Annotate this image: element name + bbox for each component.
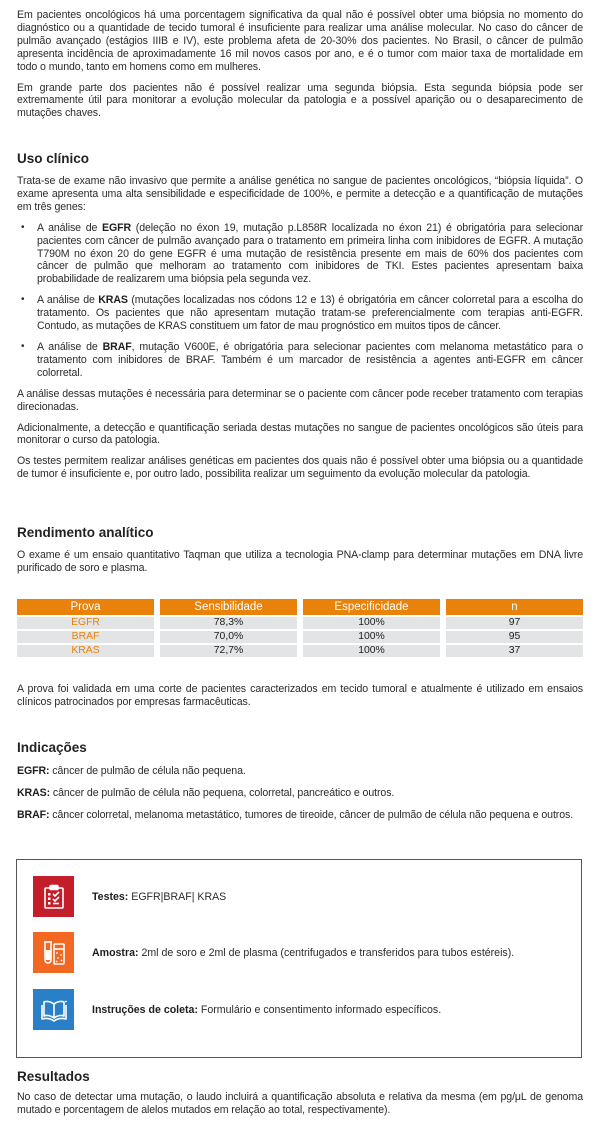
validation-note-section (17, 683, 583, 709)
gene-name: KRAS (98, 294, 128, 307)
gene-name: BRAF (102, 340, 132, 353)
clipboard-checklist-icon (33, 876, 74, 917)
header-prova: Prova (17, 599, 154, 615)
section-title-rendimento: Rendimento analítico (17, 525, 154, 540)
performance-table (17, 599, 583, 659)
bullet-braf: • A análise de BRAF, mutação V600E, é obrigatória para selecionar pacientes com melanoma metastático para o tratamento com inibidores de BRAF. Também é um marcador de resistência a agentes anti-EGFR em câncer colorretal. (21, 340, 583, 379)
open-book-icon (33, 989, 74, 1030)
indicacao-egfr: EGFR: câncer de pulmão de célula não pequena. (17, 765, 246, 777)
cell-prova: KRAS (17, 645, 154, 657)
validation-note: A prova foi validada em uma corte de pacientes caracterizados em tecido tumoral e atualmente é utilizado em ensaios clínicos patrocinados por empresas farmacêuticas. (17, 683, 583, 708)
info-instrucoes-text: Instruções de coleta: Formulário e consentimento informado específicos. (92, 1003, 442, 1016)
bullet-egfr: • A análise de EGFR (deleção no éxon 19, mutação p.L858R localizada no éxon 21) é obrigatória para selecionar pacientes com câncer de pulmão avançado para o tratamento em primeira linha com inibidores de EGFR. A mutação T790M no éxon 20 do gene EGFR é uma mutação de resistência presente em mais de 60% dos pacientes com câncer de pulmão que melhoram ao tratamento com inibidores de TKI. Estes pacientes apresentam baixa probabilidade de realizarem uma biópsia pela segunda vez. (21, 221, 583, 286)
indicacao-kras: KRAS: câncer de pulmão de célula não pequena, colorretal, pancreático e outros. (17, 786, 395, 799)
uso-clinico-paragraph-3: Os testes permitem realizar análises genéticas em pacientes dos quais não é possível obter uma biópsia ou a quantidade de tumor é insuficiente e, por outro lado, possibilita realizar um seguimento da evolução molecular da patologia. (17, 455, 583, 481)
bullet-dot-icon: • (21, 340, 25, 352)
cell-especificidade: 100% (303, 617, 440, 629)
test-info-box (16, 859, 582, 1058)
cell-n: 95 (446, 631, 583, 643)
header-n: n (446, 599, 583, 615)
table-row (17, 631, 583, 643)
uso-clinico-paragraph-1: A análise dessas mutações é necessária para determinar se o paciente com câncer pode receber tratamento com terapias direcionadas. (17, 387, 583, 413)
header-sensibilidade: Sensibilidade (160, 599, 297, 615)
info-row-testes (33, 876, 226, 917)
info-amostra-text: Amostra: 2ml de soro e 2ml de plasma (centrifugados e transferidos para tubos estéreis). (92, 946, 515, 959)
rendimento-section (17, 525, 583, 575)
table-row (17, 645, 583, 657)
info-row-instrucoes (33, 989, 441, 1030)
section-title-uso-clinico: Uso clínico (17, 151, 90, 166)
cell-n: 37 (446, 645, 583, 657)
table-header-row (17, 599, 583, 615)
bullet-dot-icon: • (21, 221, 25, 233)
header-especificidade: Especificidade (303, 599, 440, 615)
info-row-amostra (33, 932, 514, 973)
section-title-resultados: Resultados (17, 1069, 90, 1084)
cell-sensibilidade: 78,3% (160, 617, 297, 629)
cell-especificidade: 100% (303, 645, 440, 657)
cell-sensibilidade: 72,7% (160, 645, 297, 657)
table-row (17, 617, 583, 629)
bullet-kras: • A análise de KRAS (mutações localizadas nos códons 12 e 13) é obrigatória em câncer colorretal para a escolha do tratamento. Os pacientes que não apresentam mutação tratam-se preferencialmente com terapias anti-EGFR. Contudo, as mutações de KRAS constituem um fator de mau prognóstico em muitos tipos de câncer. (21, 294, 583, 333)
uso-clinico-section (17, 151, 583, 481)
bullet-dot-icon: • (21, 294, 25, 306)
info-testes-text: Testes: EGFR|BRAF| KRAS (92, 890, 227, 903)
cell-n: 97 (446, 617, 583, 629)
cell-prova: EGFR (17, 617, 154, 629)
indicacoes-section (17, 740, 583, 822)
uso-clinico-intro: Trata-se de exame não invasivo que permite a análise genética no sangue de pacientes oncológicos, “biópsia líquida”. O exame apresenta uma alta sensibilidade e especificidade de 100%, e permite a detecção e a quantificação de mutações em três genes: (17, 175, 583, 213)
gene-bullet-list (17, 222, 583, 380)
cell-prova: BRAF (17, 631, 154, 643)
resultados-text: No caso de detectar uma mutação, o laudo incluirá a quantificação absoluta e relativa da mesma (em pg/μL de genoma mutado e porcentagem de alelos mutados em relação ao total, respectivamente). (17, 1091, 583, 1116)
indicacao-braf: BRAF: câncer colorretal, melanoma metastático, tumores de tireoide, câncer de pulmão de célula não pequena e outros. (17, 808, 574, 821)
rendimento-text: O exame é um ensaio quantitativo Taqman que utiliza a tecnologia PNA-clamp para determinar mutações em DNA livre purificado de soro e plasma. (17, 549, 583, 574)
cell-especificidade: 100% (303, 631, 440, 643)
gene-name: EGFR (102, 221, 132, 234)
section-title-indicacoes: Indicações (17, 740, 87, 755)
intro-paragraph-1: Em pacientes oncológicos há uma porcentagem significativa da qual não é possível obter uma biópsia no momento do diagnóstico ou a quantidade de tecido tumoral é insuficiente para realizar uma análise molecular. No caso do câncer de pulmão avançado (estágios IIIB e IV), este problema afeta de 20-30% dos pacientes. No Brasil, o câncer de pulmão apresenta incidência de aproximadamente 16 mil novos casos por ano, e é o tumor com maior taxa de mortalidade em todo o mundo, tanto em homens como em mulheres. (17, 9, 583, 73)
intro-section (17, 9, 583, 120)
test-tubes-icon (33, 932, 74, 973)
intro-paragraph-2: Em grande parte dos pacientes não é possível realizar uma segunda biópsia. Esta segunda biópsia pode ser extremamente útil para monitorar a evolução molecular da patologia e a possível aparição ou o desaparecimento de mutações chaves. (17, 81, 583, 120)
resultados-section (17, 1069, 583, 1117)
uso-clinico-paragraph-2: Adicionalmente, a detecção e quantificação seriada destas mutações no sangue de pacientes oncológicos são úteis para monitorar o curso da patologia. (17, 421, 583, 447)
cell-sensibilidade: 70,0% (160, 631, 297, 643)
